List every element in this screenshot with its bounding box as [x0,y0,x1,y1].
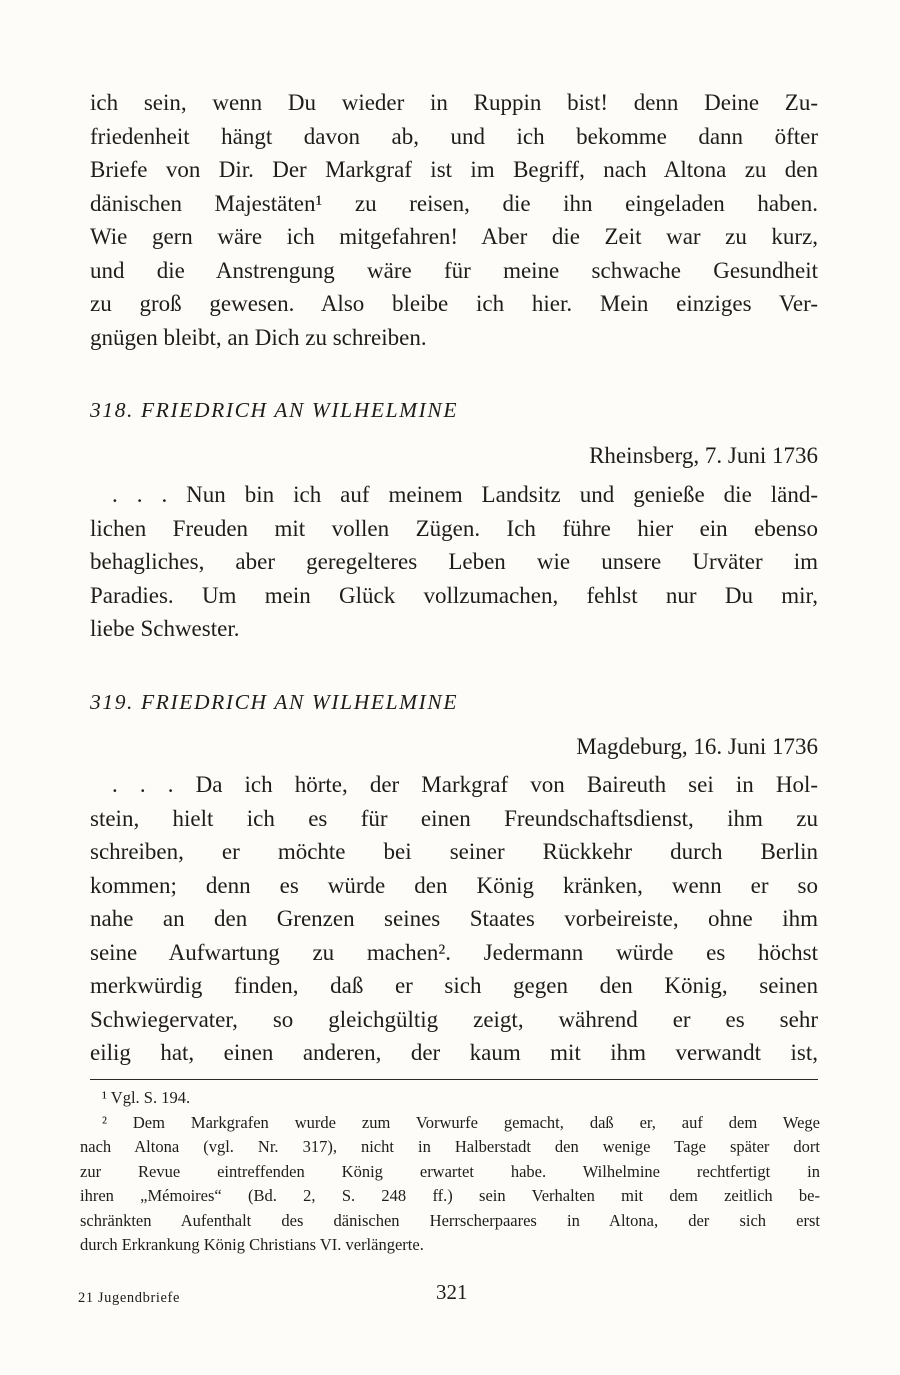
text-line: dänischen Majestäten¹ zu reisen, die ihn eingeladen haben. [90,190,818,216]
text-line: schreiben, er möchte bei seiner Rückkehr durch Berlin [90,839,818,864]
text-line: nahe an den Grenzen seines Staates vorbeireiste, ohne ihm [90,906,818,931]
previous-letter-continuation [90,86,818,354]
text-line: behagliches, aber geregelteres Leben wie unsere Urväter im [90,549,818,574]
text-line: Briefe von Dir. Der Markgraf ist im Begriff, nach Altona zu den [90,157,818,182]
text-line: Schwiegervater, so gleichgültig zeigt, während er es sehr [90,1006,818,1032]
text-line: liebe Schwester. [90,616,240,641]
text-line: ich sein, wenn Du wieder in Ruppin bist! denn Deine Zu- [90,90,818,115]
footnotes [80,1086,820,1258]
letter-318-heading: 318. FRIEDRICH AN WILHELMINE [90,398,459,422]
letter-318-place-date: Rheinsberg, 7. Juni 1736 [589,443,818,468]
footnote-1: ¹ Vgl. S. 194. [102,1088,191,1107]
text-line: . . . Nun bin ich auf meinem Landsitz und genieße die länd- [112,482,818,507]
letter-319-place-date: Magdeburg, 16. Juni 1736 [576,734,818,759]
text-line: kommen; denn es würde den König kränken, wenn er so [90,872,818,898]
footnote-rule [90,1079,818,1080]
text-line: seine Aufwartung zu machen². Jedermann würde es höchst [90,939,818,965]
text-line: zu groß gewesen. Also bleibe ich hier. Mein einziges Ver- [90,291,818,316]
text-line: lichen Freuden mit vollen Zügen. Ich führe hier ein ebenso [90,515,818,541]
letter-318-body [90,478,818,646]
footnote-2-line: durch Erkrankung König Christians VI. verlängerte. [80,1235,424,1254]
text-line: Wie gern wäre ich mitgefahren! Aber die Zeit war zu kurz, [90,224,818,249]
signature-mark: 21 Jugendbriefe [78,1290,181,1306]
footnote-2-line: ² Dem Markgrafen wurde zum Vorwurfe gemacht, daß er, auf dem Wege [102,1112,820,1132]
letter-319-body [90,768,818,1070]
text-line: und die Anstrengung wäre für meine schwache Gesundheit [90,257,818,283]
footnote-2-line: zur Revue eintreffenden König erwartet habe. Wilhelmine rechtfertigt in [80,1161,820,1181]
text-line: . . . Da ich hörte, der Markgraf von Baireuth sei in Hol- [112,772,818,797]
text-line: eilig hat, einen anderen, der kaum mit ihm verwandt ist, [90,1040,818,1065]
text-line: merkwürdig finden, daß er sich gegen den König, seinen [90,973,818,998]
text-line: gnügen bleibt, an Dich zu schreiben. [90,324,427,350]
footnote-2-line: ihren „Mémoires“ (Bd. 2, S. 248 ff.) sein Verhalten mit dem zeitlich be- [80,1186,820,1205]
footnote-2-line: schränkten Aufenthalt des dänischen Herrscherpaares in Altona, der sich erst [80,1210,820,1230]
letter-319-heading: 319. FRIEDRICH AN WILHELMINE [90,690,459,714]
text-line: friedenheit hängt davon ab, und ich bekomme dann öfter [90,123,818,149]
text-line: Paradies. Um mein Glück vollzumachen, fehlst nur Du mir, [90,582,818,608]
text-line: stein, hielt ich es für einen Freundschaftsdienst, ihm zu [90,805,818,831]
page-number: 321 [436,1280,468,1304]
footnote-2-line: nach Altona (vgl. Nr. 317), nicht in Halberstadt den wenige Tage später dort [80,1137,820,1156]
